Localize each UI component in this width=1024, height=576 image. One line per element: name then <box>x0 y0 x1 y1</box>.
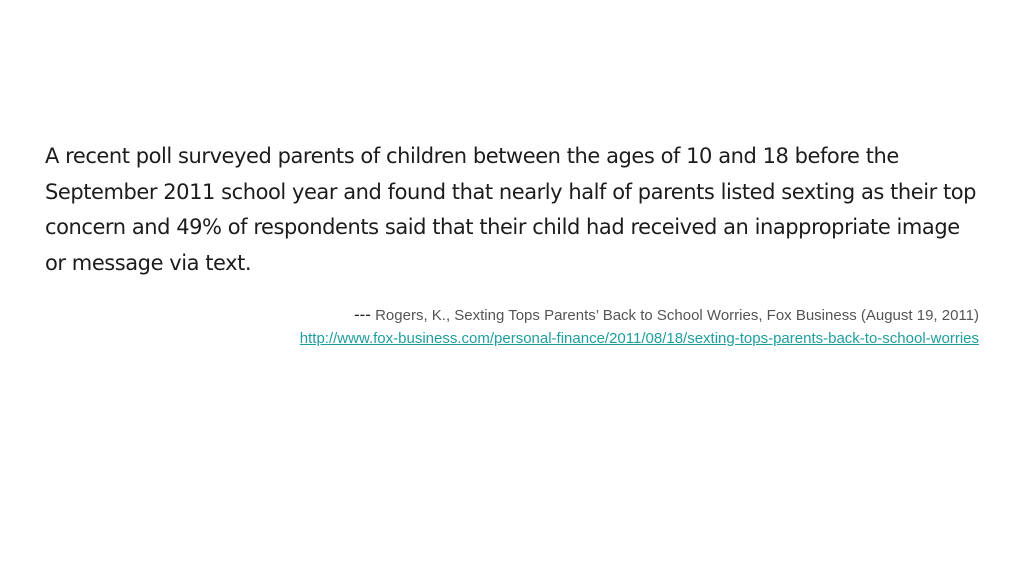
attribution <box>354 303 979 328</box>
quote-paragraph: A recent poll surveyed parents of children between the ages of 10 and 18 before the September 2011 school year and found that nearly half of parents listed sexting as their top concern and 49% of respondents said that their child had received an inappropriate image or message via text. <box>45 144 977 275</box>
attribution-dashes: --- <box>353 305 371 324</box>
source-link[interactable]: http://www.fox-business.com/personal-finance/2011/08/18/sexting-tops-parents-back-to-school-worries <box>299 330 979 347</box>
attribution-citation: Rogers, K., Sexting Tops Parents’ Back to School Worries, Fox Business (August 19, 2011) <box>375 307 979 324</box>
